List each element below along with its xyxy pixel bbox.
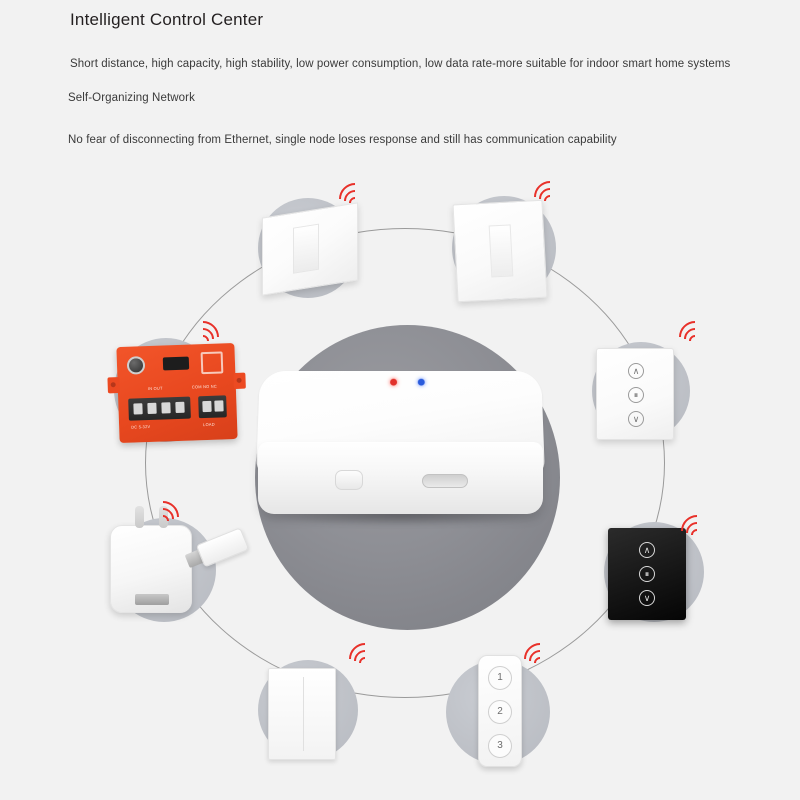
curtain-up-key[interactable]: ∧ [628, 363, 644, 379]
remote-key-1[interactable]: 1 [488, 666, 512, 690]
remote-key-2[interactable]: 2 [488, 700, 512, 724]
page-title: Intelligent Control Center [70, 10, 264, 29]
usb-power-adapter[interactable] [110, 525, 192, 613]
wall-switch-1-gang-tilted[interactable] [262, 202, 358, 295]
usb-socket[interactable] [135, 594, 169, 605]
curtain-pause-key[interactable]: ⏸ [628, 387, 644, 403]
mounting-ear-right [233, 373, 246, 389]
relay-label-com: COM NO NC [191, 383, 218, 390]
relay-label-power: DC 5-32V [131, 423, 151, 430]
remote-control[interactable] [478, 655, 522, 767]
curtain-switch-black[interactable] [608, 528, 686, 620]
reset-button[interactable] [335, 470, 363, 490]
curtain-pause-key[interactable]: ⏸ [639, 566, 655, 582]
blind-panel[interactable] [268, 668, 336, 760]
plug-pin-left [135, 506, 144, 528]
blue-status-led [418, 379, 425, 386]
rocker-key[interactable] [293, 224, 319, 274]
description-line-3: No fear of disconnecting from Ethernet, single node loses response and still has communication capability [68, 134, 617, 146]
pairing-button[interactable] [127, 356, 146, 375]
curtain-up-key[interactable]: ∧ [639, 542, 655, 558]
zigbee-gateway-hub[interactable] [250, 370, 550, 545]
micro-usb-port[interactable] [422, 474, 468, 488]
curtain-switch-white[interactable] [596, 348, 674, 440]
input-terminal-block [128, 397, 191, 421]
remote-key-3[interactable]: 3 [488, 734, 512, 758]
curtain-down-key[interactable]: ∨ [639, 590, 655, 606]
antenna-pad-icon [201, 351, 224, 374]
rocker-key[interactable] [489, 224, 514, 277]
relay-chip [163, 357, 189, 371]
red-status-led [390, 379, 397, 386]
panel-divider [303, 677, 304, 751]
relay-label-load: LOAD [203, 421, 215, 428]
description-line-2: Self-Organizing Network [68, 92, 195, 104]
output-terminal-block [198, 395, 227, 418]
relay-module[interactable] [116, 343, 237, 443]
relay-label-io: IN OUT [147, 385, 163, 392]
description-line-1: Short distance, high capacity, high stability, low power consumption, low data rate-more suitable for indoor smart home systems [70, 58, 731, 70]
hub-front-face [258, 442, 543, 514]
mounting-ear-left [107, 377, 120, 393]
wall-switch-1-gang[interactable] [452, 200, 547, 303]
curtain-down-key[interactable]: ∨ [628, 411, 644, 427]
